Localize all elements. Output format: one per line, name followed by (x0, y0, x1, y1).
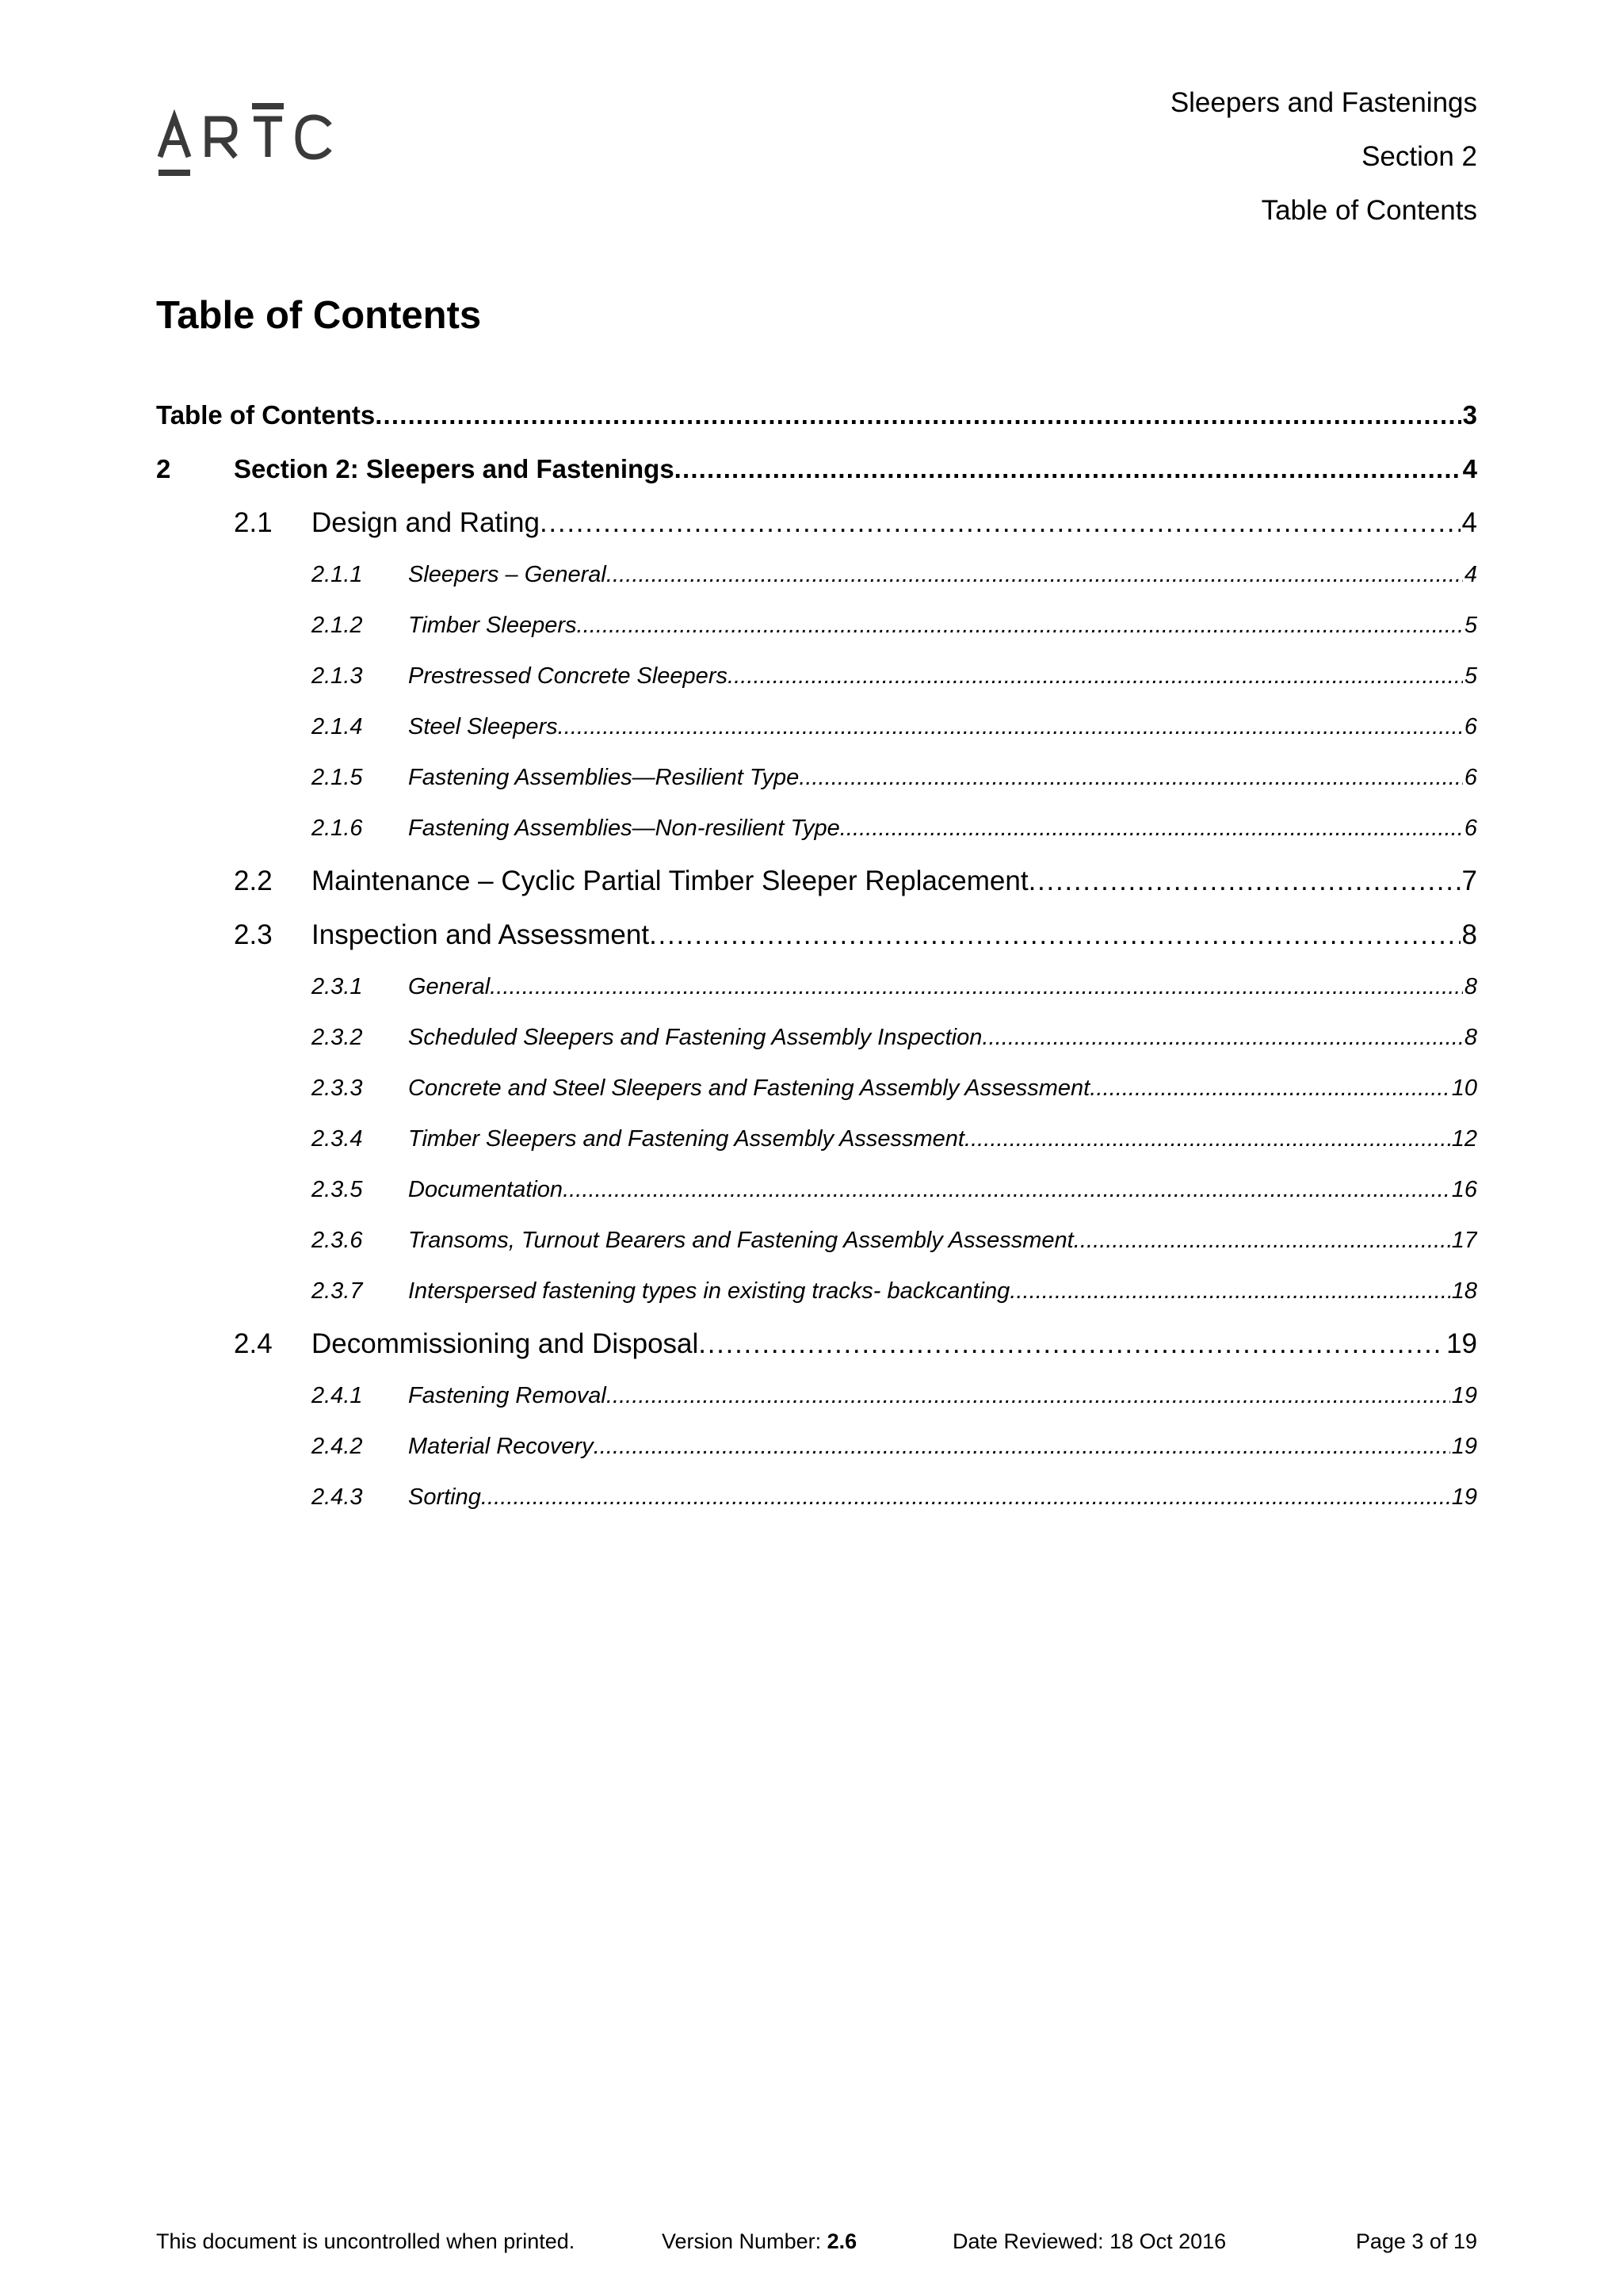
toc-entry-page: 19 (1446, 1328, 1477, 1359)
version-value: 2.6 (827, 2229, 857, 2253)
toc-entry-title: Fastening Removal (408, 1383, 606, 1408)
toc-entry[interactable] (156, 1427, 1477, 1478)
toc-entry[interactable] (156, 1018, 1477, 1069)
toc-entry-title: Prestressed Concrete Sleepers (408, 663, 727, 689)
version-label: Version Number: (662, 2229, 827, 2253)
toc-entry[interactable] (156, 1478, 1477, 1529)
toc-leader (594, 1427, 1450, 1465)
toc-entry[interactable] (156, 1323, 1477, 1377)
toc-entry-number: 2.4.1 (311, 1383, 363, 1408)
toc-entry-title: General (408, 974, 491, 999)
toc-leader (674, 448, 1461, 491)
toc-leader (606, 1377, 1450, 1415)
toc-entry-number: 2.2 (234, 865, 273, 896)
toc-entry-page: 19 (1451, 1484, 1477, 1510)
toc-leader (727, 657, 1463, 695)
toc-entry[interactable] (156, 1069, 1477, 1120)
toc-entry-title: Documentation (408, 1177, 563, 1202)
toc-entry[interactable] (156, 758, 1477, 809)
toc-entry-number: 2.3.6 (311, 1228, 363, 1253)
toc-leader (649, 914, 1460, 957)
toc-entry-number: 2.1.5 (311, 765, 363, 790)
toc-entry-page: 4 (1461, 507, 1477, 538)
table-of-contents (156, 394, 1477, 1529)
toc-entry-number: 2.1.1 (311, 562, 363, 587)
toc-entry-page: 6 (1464, 714, 1477, 739)
toc-entry-number: 2.4.2 (311, 1434, 363, 1459)
toc-entry-page: 4 (1462, 454, 1477, 483)
toc-leader (490, 968, 1463, 1006)
toc-entry-number: 2.1.6 (311, 816, 363, 841)
page-footer (156, 2225, 1477, 2257)
toc-leader (1090, 1069, 1449, 1107)
toc-entry-title: Fastening Assemblies—Non-resilient Type (408, 816, 840, 841)
toc-entry-page: 5 (1464, 663, 1477, 689)
toc-entry-number: 2.1.3 (311, 663, 363, 689)
toc-entry-number: 2.3.5 (311, 1177, 363, 1202)
toc-entry-title: Concrete and Steel Sleepers and Fastening Assembly Assessment (408, 1075, 1090, 1101)
toc-entry[interactable] (156, 968, 1477, 1018)
toc-entry[interactable] (156, 1120, 1477, 1171)
toc-entry-page: 8 (1461, 919, 1477, 950)
toc-entry-title: Decommissioning and Disposal (311, 1328, 699, 1359)
toc-entry-page: 8 (1464, 974, 1477, 999)
toc-entry[interactable] (156, 860, 1477, 914)
toc-entry-title: Scheduled Sleepers and Fastening Assembly Inspection (408, 1025, 983, 1050)
toc-entry[interactable] (156, 914, 1477, 968)
header-document-name: Sleepers and Fastenings (1170, 87, 1477, 118)
toc-entry-number: 2.3.7 (311, 1278, 363, 1304)
toc-entry-title: Maintenance – Cyclic Partial Timber Sleeper Replacement (311, 865, 1029, 896)
toc-entry-number: 2.3.3 (311, 1075, 363, 1101)
toc-leader (540, 502, 1461, 544)
toc-entry-page: 8 (1464, 1025, 1477, 1050)
toc-leader (840, 809, 1463, 847)
date-reviewed: Date Reviewed: 18 Oct 2016 (953, 2229, 1227, 2253)
toc-entry-page: 6 (1464, 816, 1477, 841)
toc-entry-title: Sleepers – General (408, 562, 606, 587)
toc-entry-page: 16 (1451, 1177, 1477, 1202)
running-header (1170, 76, 1477, 238)
toc-entry-title: Design and Rating (311, 507, 540, 538)
version-number (662, 2225, 857, 2257)
toc-entry-page: 19 (1451, 1383, 1477, 1408)
toc-entry[interactable] (156, 502, 1477, 556)
toc-entry-title: Table of Contents (156, 400, 376, 430)
toc-leader (982, 1018, 1462, 1056)
toc-entry-title: Transoms, Turnout Bearers and Fastening Assembly Assessment (408, 1228, 1074, 1253)
toc-entry-title: Fastening Assemblies—Resilient Type (408, 765, 800, 790)
toc-entry-number: 2.4.3 (311, 1484, 363, 1510)
toc-entry-title: Material Recovery (408, 1434, 594, 1459)
page-number: Page 3 of 19 (1355, 2229, 1477, 2253)
toc-entry-page: 3 (1462, 400, 1477, 430)
toc-leader (1029, 860, 1461, 903)
toc-entry-page: 4 (1464, 562, 1477, 587)
toc-entry-page: 19 (1451, 1434, 1477, 1459)
toc-entry[interactable] (156, 448, 1477, 502)
toc-entry-number: 2.3 (234, 919, 273, 950)
toc-entry-page: 7 (1461, 865, 1477, 896)
toc-entry[interactable] (156, 1377, 1477, 1427)
toc-entry-page: 10 (1451, 1075, 1477, 1101)
toc-entry-number: 2.3.4 (311, 1126, 363, 1152)
toc-entry-page: 18 (1451, 1278, 1477, 1304)
toc-entry-number: 2.3.1 (311, 974, 363, 999)
toc-entry[interactable] (156, 708, 1477, 758)
toc-entry-page: 6 (1464, 765, 1477, 790)
toc-entry-title: Timber Sleepers (408, 613, 577, 638)
toc-entry[interactable] (156, 657, 1477, 708)
toc-leader (1010, 1272, 1450, 1310)
toc-leader (698, 1323, 1445, 1366)
toc-leader (606, 556, 1463, 594)
toc-entry-page: 12 (1451, 1126, 1477, 1152)
toc-leader (799, 758, 1463, 797)
toc-entry-page: 17 (1451, 1228, 1477, 1253)
toc-entry-title: Steel Sleepers (408, 714, 558, 739)
toc-leader (481, 1478, 1450, 1516)
toc-entry[interactable] (156, 556, 1477, 606)
toc-entry-title: Timber Sleepers and Fastening Assembly Assessment (408, 1126, 964, 1152)
toc-entry-number: 2.1.4 (311, 714, 363, 739)
toc-entry-number: 2.1.2 (311, 613, 363, 638)
toc-entry-title: Interspersed fastening types in existing tracks- backcanting (408, 1278, 1010, 1304)
toc-leader (375, 394, 1461, 437)
toc-leader (563, 1171, 1450, 1209)
header-section: Section 2 (1361, 141, 1477, 172)
toc-leader (1074, 1221, 1450, 1259)
toc-entry-title: Inspection and Assessment (311, 919, 650, 950)
header-page-title: Table of Contents (1261, 195, 1477, 226)
toc-entry[interactable] (156, 394, 1477, 448)
toc-leader (558, 708, 1463, 746)
toc-entry-page: 5 (1464, 613, 1477, 638)
toc-entry[interactable] (156, 809, 1477, 860)
toc-entry-number: 2.3.2 (311, 1025, 363, 1050)
toc-entry-title: Sorting (408, 1484, 481, 1510)
uncontrolled-notice: This document is uncontrolled when printed. (156, 2229, 575, 2253)
page-title: Table of Contents (156, 294, 482, 337)
artc-logo (157, 101, 339, 181)
toc-entry-number: 2.1 (234, 507, 273, 538)
toc-leader (964, 1120, 1450, 1158)
toc-entry[interactable] (156, 1171, 1477, 1221)
toc-entry-number: 2 (156, 454, 171, 483)
toc-entry[interactable] (156, 606, 1477, 657)
toc-entry-title: Section 2: Sleepers and Fastenings (234, 454, 674, 483)
toc-entry[interactable] (156, 1272, 1477, 1323)
toc-entry-number: 2.4 (234, 1328, 273, 1359)
toc-leader (577, 606, 1463, 644)
toc-entry[interactable] (156, 1221, 1477, 1272)
